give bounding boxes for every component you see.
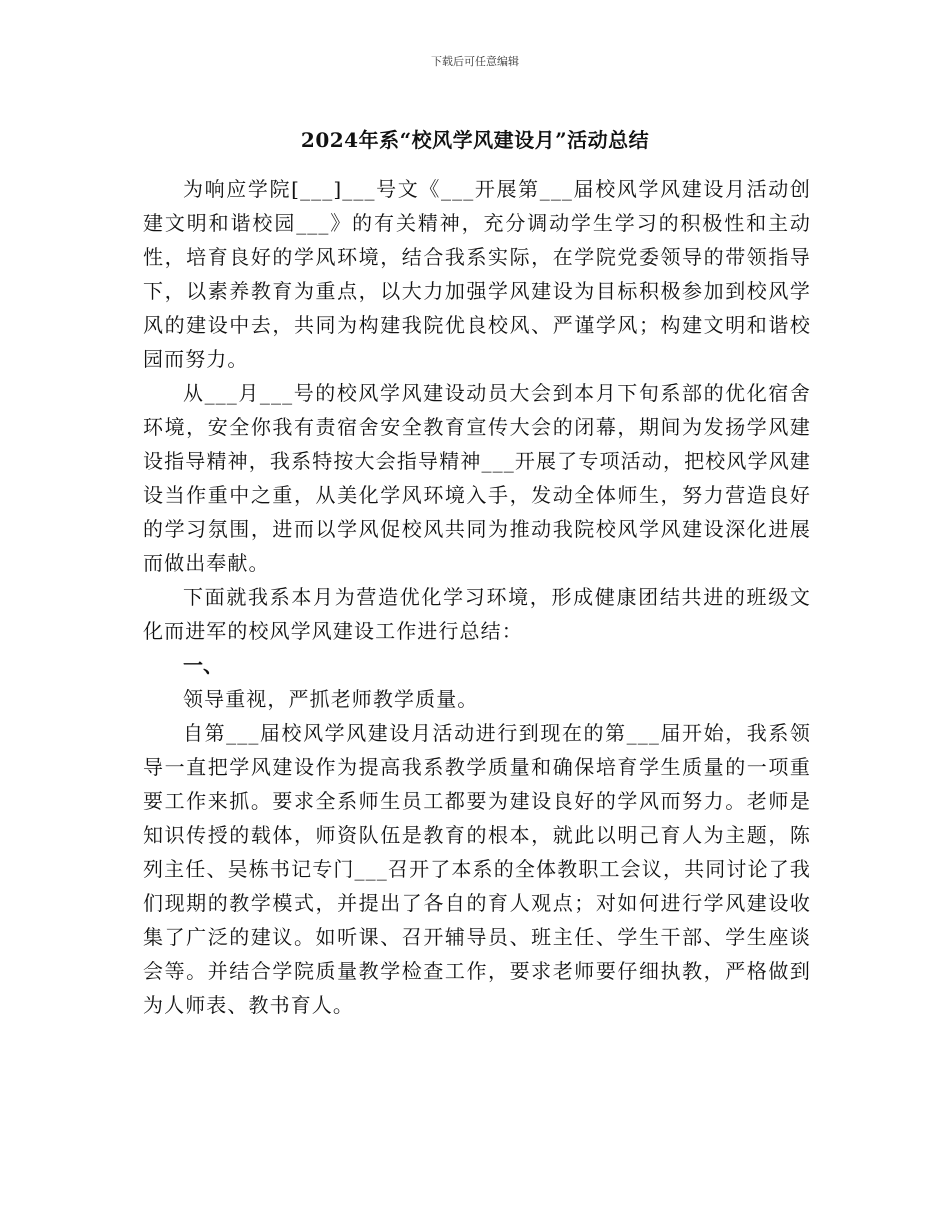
document-title: 2024年系“校风学风建设月”活动总结	[300, 128, 650, 152]
header-note: 下载后可任意编辑	[431, 55, 519, 68]
paragraph-summary-lead: 下面就我系本月为营造优化学习环境，形成健康团结共进的班级文化而进军的校风学风建设工作进行总结：	[143, 585, 811, 643]
paragraph-activities: 从___月___号的校风学风建设动员大会到本月下旬系部的优化宿舍环境，安全你我有责宿舍安全教育宣传大会的闭幕，期间为发扬学风建设指导精神，我系特按大会指导精神___开展了专项活动，把校风学风建设当作重中之重，从美化学风环境入手，发动全体师生，努力营造良好的学习氛围，进而以学风促校风共同为推动我院校风学风建设深化进展而做出奉献。	[143, 381, 811, 575]
paragraph-intro: 为响应学院[___]___号文《___开展第___届校风学风建设月活动创建文明和谐校园___》的有关精神，充分调动学生学习的积极性和主动性，培育良好的学风环境，结合我系实际，在学院党委领导的带领指导下，以素养教育为重点，以大力加强学风建设为目标积极参加到校风学风的建设中去，共同为构建我院优良校风、严谨学风；构建文明和谐校园而努力。	[143, 177, 811, 371]
document-body	[143, 172, 811, 1022]
paragraph-leadership: 自第___届校风学风建设月活动进行到现在的第___届开始，我系领导一直把学风建设作为提高我系教学质量和确保培育学生质量的一项重要工作来抓。要求全系师生员工都要为建设良好的学风而努力。老师是知识传授的载体，师资队伍是教育的根本，就此以明己育人为主题，陈列主任、吴栋书记专门___召开了本系的全体教职工会议，共同讨论了我们现期的教学模式，并提出了各自的育人观点；对如何进行学风建设收集了广泛的建议。如听课、召开辅导员、班主任、学生干部、学生座谈会等。并结合学院质量教学检查工作，要求老师要仔细执教，严格做到为人师表、教书育人。	[143, 721, 811, 1017]
section-subtitle: 领导重视，严抓老师教学质量。	[183, 687, 479, 711]
section-heading: 一、	[183, 653, 223, 677]
